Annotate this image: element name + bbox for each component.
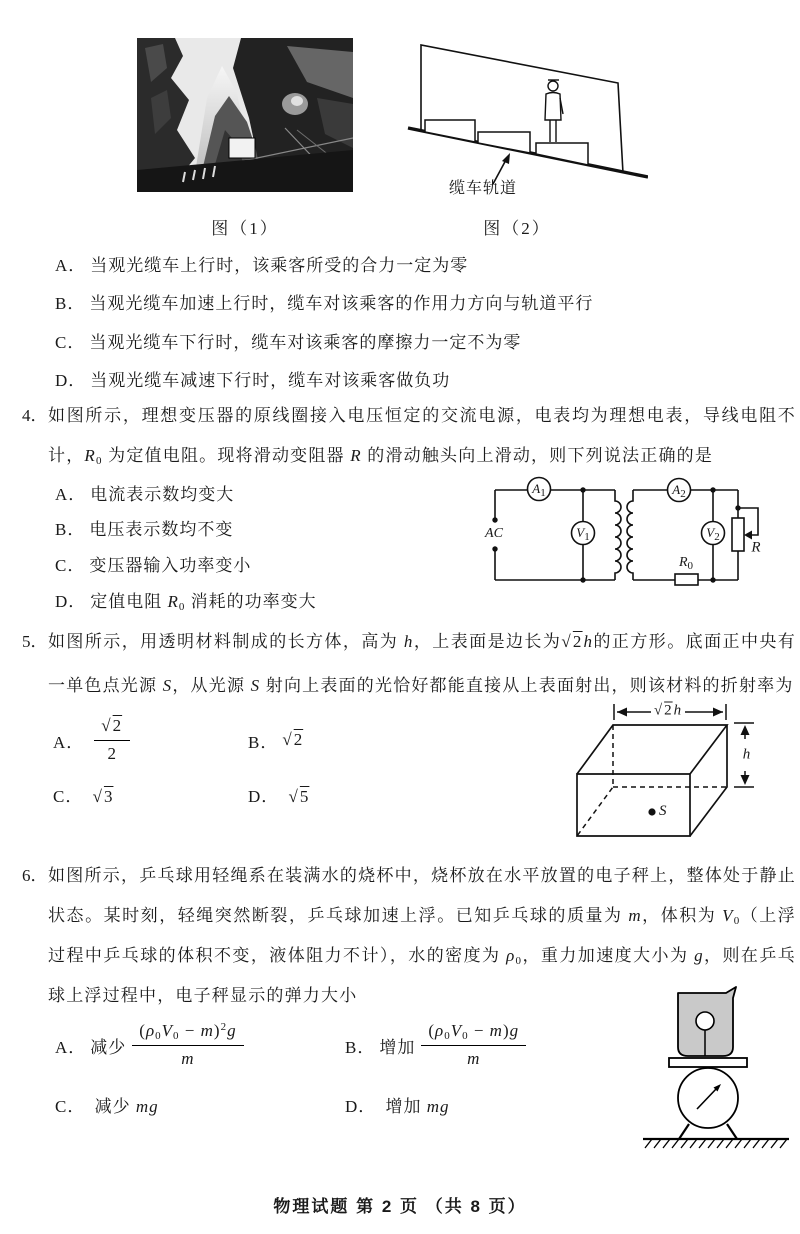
height-arrow-down [741, 775, 750, 785]
q6-option-d: D． 增加 mg [345, 1097, 450, 1116]
cable-track-label: 缆车轨道 [449, 180, 518, 197]
voltmeter2-label: $V_2$ [706, 525, 720, 543]
width-arrow-left [617, 708, 627, 717]
beaker-scale-svg [638, 986, 794, 1150]
rheostat-body [732, 518, 744, 551]
q6-option-c: C． 减少 mg [55, 1097, 159, 1116]
cable-car-frame [421, 45, 623, 173]
q6-option-b: B． 增加 $\frac{(\rho_0V_0 - m)g}{m}$ [345, 1010, 526, 1080]
q3-option-b: B． 当观光缆车加速上行时，缆车对该乘客的作用力方向与轨道平行 [55, 294, 594, 313]
q6-stem: 如图所示，乒乓球用轻绳系在装满水的烧杯中，烧杯放在水平放置的电子秤上，整体处于静止状态。某时刻，轻绳突然断裂，乒乓球加速上浮。已知乒乓球的质量为 m，体积为 $V_0$（上浮过程中乒乓球的体积不变，液体阻力不计），水的密度为 $\rho_0$，重力加速度大小为 g，则在乒乓球上浮过程中，电子秤显示的弹力大小 [48, 866, 797, 1005]
rheostat-r-label: R [751, 539, 761, 556]
q6-option-a: A． 减少 $\frac{(\rho_0V_0 - m)^2g}{m}$ [55, 1010, 244, 1080]
fig1-photo [137, 38, 353, 192]
light-source-dot [648, 808, 655, 815]
q6-option-b-fraction: $\frac{(\rho_0V_0 - m)g}{m}$ [421, 1021, 526, 1069]
cuboid-solid-edges [577, 725, 727, 836]
ac-source-label: AC [485, 526, 503, 541]
fig2-diagram-svg [403, 36, 648, 204]
ground-hatching [645, 1139, 787, 1148]
height-arrow-up [741, 725, 750, 735]
q3-option-a: A． 当观光缆车上行时，该乘客所受的合力一定为零 [55, 256, 469, 275]
q5-option-d: D． √5 [248, 787, 310, 806]
q6-number: 6． [22, 866, 48, 885]
ping-pong-ball [696, 1012, 714, 1030]
rheostat-slider-arrow [744, 531, 752, 540]
resistor-r0-label: $R_0$ [678, 555, 694, 572]
q3-option-c: C． 当观光缆车下行时，缆车对该乘客的摩擦力一定不为零 [55, 333, 522, 352]
q5-stem: 如图所示，用透明材料制成的长方体，高为 h，上表面是边长为√2h的正方形。底面正中央有一单色点光源 S，从光源 S 射向上表面的光恰好都能直接从上表面射出，则该材料的折射率为 [48, 632, 797, 695]
transformer-circuit-diagram [475, 463, 797, 601]
cuboid-diagram [556, 692, 800, 848]
width-arrow-right [713, 708, 723, 717]
q6-option-a-fraction: $\frac{(\rho_0V_0 - m)^2g}{m}$ [132, 1021, 243, 1069]
q3-option-d: D． 当观光缆车减速下行时，缆车对该乘客做负功 [55, 371, 451, 390]
fig2-caption: 图（2） [483, 219, 551, 238]
q5-option-a: A． $\frac{√2}{2}$ [53, 706, 130, 774]
height-dimension-label: h [742, 746, 752, 763]
ammeter2-label: $A_2$ [672, 482, 686, 500]
q4-number: 4． [22, 406, 48, 425]
q4-option-c: C． 变压器输入功率变小 [55, 556, 252, 575]
cuboid-hidden-edges [577, 725, 727, 836]
fig1-caption: 图（1） [211, 219, 279, 238]
primary-coil [615, 490, 621, 580]
q4-stem: 如图所示，理想变压器的原线圈接入电压恒定的交流电源，电表均为理想电表，导线电阻不计，$R_0$ 为定值电阻。现将滑动变阻器 R 的滑动触头向上滑动，则下列说法正确的是 [48, 406, 796, 467]
scale-platform [669, 1058, 747, 1067]
q4-option-b: B． 电压表示数均不变 [55, 520, 234, 539]
resistor-r0-body [675, 574, 698, 585]
circuit-svg [475, 463, 797, 601]
q4-option-d: D． 定值电阻 $R_0$ 消耗的功率变大 [55, 592, 317, 613]
q5-number: 5． [22, 632, 48, 651]
q5-option-c: C． √3 [53, 787, 114, 806]
scale-leg-right [727, 1124, 737, 1139]
q5-option-a-fraction: $\frac{√2}{2}$ [94, 716, 130, 764]
q5-option-b: B． √2 [248, 730, 304, 752]
light-source-label: S [659, 803, 668, 819]
scale-leg-left [679, 1124, 689, 1139]
voltmeter1-label: $V_1$ [576, 525, 590, 543]
ammeter1-label: $A_1$ [532, 481, 546, 499]
secondary-coil [627, 490, 633, 580]
beaker-scale-diagram [638, 986, 794, 1150]
page-footer: 物理试题 第 2 页 （共 8 页） [273, 1197, 527, 1216]
fig2-diagram [403, 36, 648, 204]
q4-option-a: A． 电流表示数均变大 [55, 485, 235, 504]
fig1-photo-art [137, 38, 353, 192]
width-dimension-label: √2h [653, 702, 683, 719]
passenger-figure [545, 80, 563, 142]
